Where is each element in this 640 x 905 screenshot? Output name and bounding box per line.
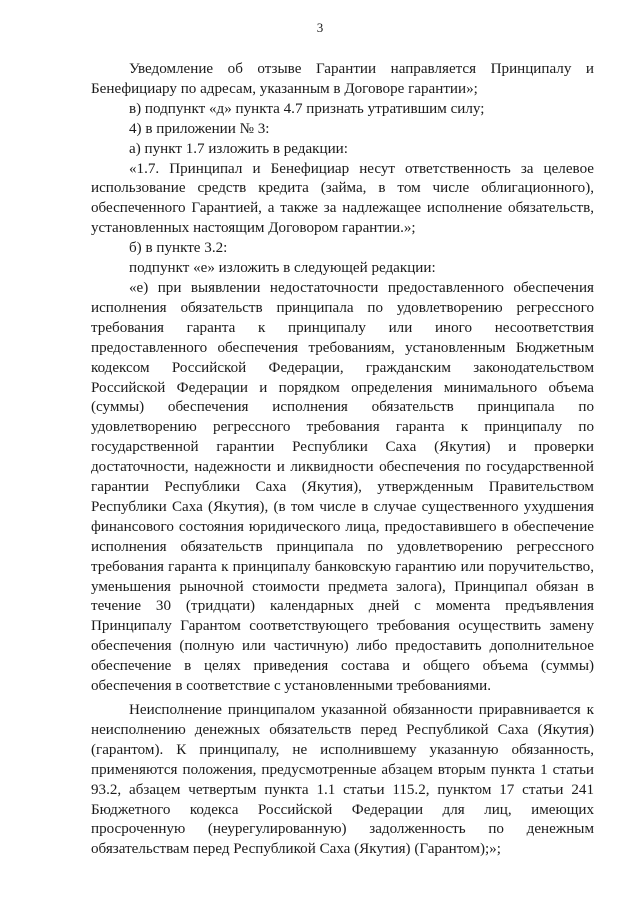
paragraph-subitem-e-intro: подпункт «е» изложить в следующей редакции:: [129, 260, 436, 277]
document-body: [91, 60, 594, 860]
paragraph-clause-1-7: «1.7. Принципал и Бенефициар несут ответственность за целевое использование средств кредита (займа, в том числе облигационного), обеспеченного Гарантией, а также за надлежащее исполнение обязательств, установленных настоящим Договором гарантии.»;: [91, 160, 594, 237]
paragraph-item-a: а) пункт 1.7 изложить в редакции:: [129, 140, 348, 157]
page-number: 3: [316, 20, 324, 35]
paragraph-appendix-3: 4) в приложении № 3:: [129, 120, 270, 137]
paragraph-guarantee-revocation-notice: Уведомление об отзыве Гарантии направляется Принципалу и Бенефициару по адресам, указанным в Договоре гарантии»;: [91, 61, 594, 97]
paragraph-subitem-e-text: «е) при выявлении недостаточности предоставленного обеспечения исполнения обязательств принципала по удовлетворению регрессного требования гаранта к принципалу или иного несоответствия предоставленного обеспечения требованиям, установленным Бюджетным кодексом Российской Федерации, гражданским законодательством Российской Федерации и порядком определения минимального объема (суммы) обеспечения исполнения обязательств принципала по удовлетворению регрессного требования гаранта к принципалу по государственной гарантии Республики Саха (Якутия) и проверки достаточности, надежности и ликвидности обеспечения по государственной гарантии Республики Саха (Якутия), утвержденным Правительством Республики Саха (Якутия), (в том числе в случае существенного ухудшения финансового состояния юридического лица, предоставившего в обеспечение исполнения обязательств принципала по удовлетворению регрессного требования гаранта к принципалу банковскую гарантию или поручительство, уменьшения рыночной стоимости предмета залога), Принципал обязан в течение 30 (тридцати) календарных дней с момента предъявления Принципалу Гарантом соответствующего требования осуществить замену обеспечения (полную или частичную) либо предоставить дополнительное обеспечение в целях приведения состава и общего объема (суммы) обеспечения в соответствие с установленными требованиями.: [91, 279, 594, 695]
paragraph-item-b: б) в пункте 3.2:: [129, 240, 228, 257]
paragraph-non-fulfillment: Неисполнение принципалом указанной обязанности приравнивается к неисполнению денежных обязательств перед Республикой Саха (Якутия) (гарантом). К принципалу, не исполнившему указанную обязанность, применяются положения, предусмотренные абзацем вторым пункта 1 статьи 93.2, абзацем четвертым пункта 1.1 статьи 115.2, пунктом 17 статьи 241 Бюджетного кодекса Российской Федерации для лиц, имеющих просроченную (неурегулированную) задолженность по денежным обязательствам перед Республикой Саха (Якутия) (Гарантом);»;: [91, 702, 594, 858]
paragraph-subitem-v: в) подпункт «д» пункта 4.7 признать утратившим силу;: [129, 100, 485, 117]
